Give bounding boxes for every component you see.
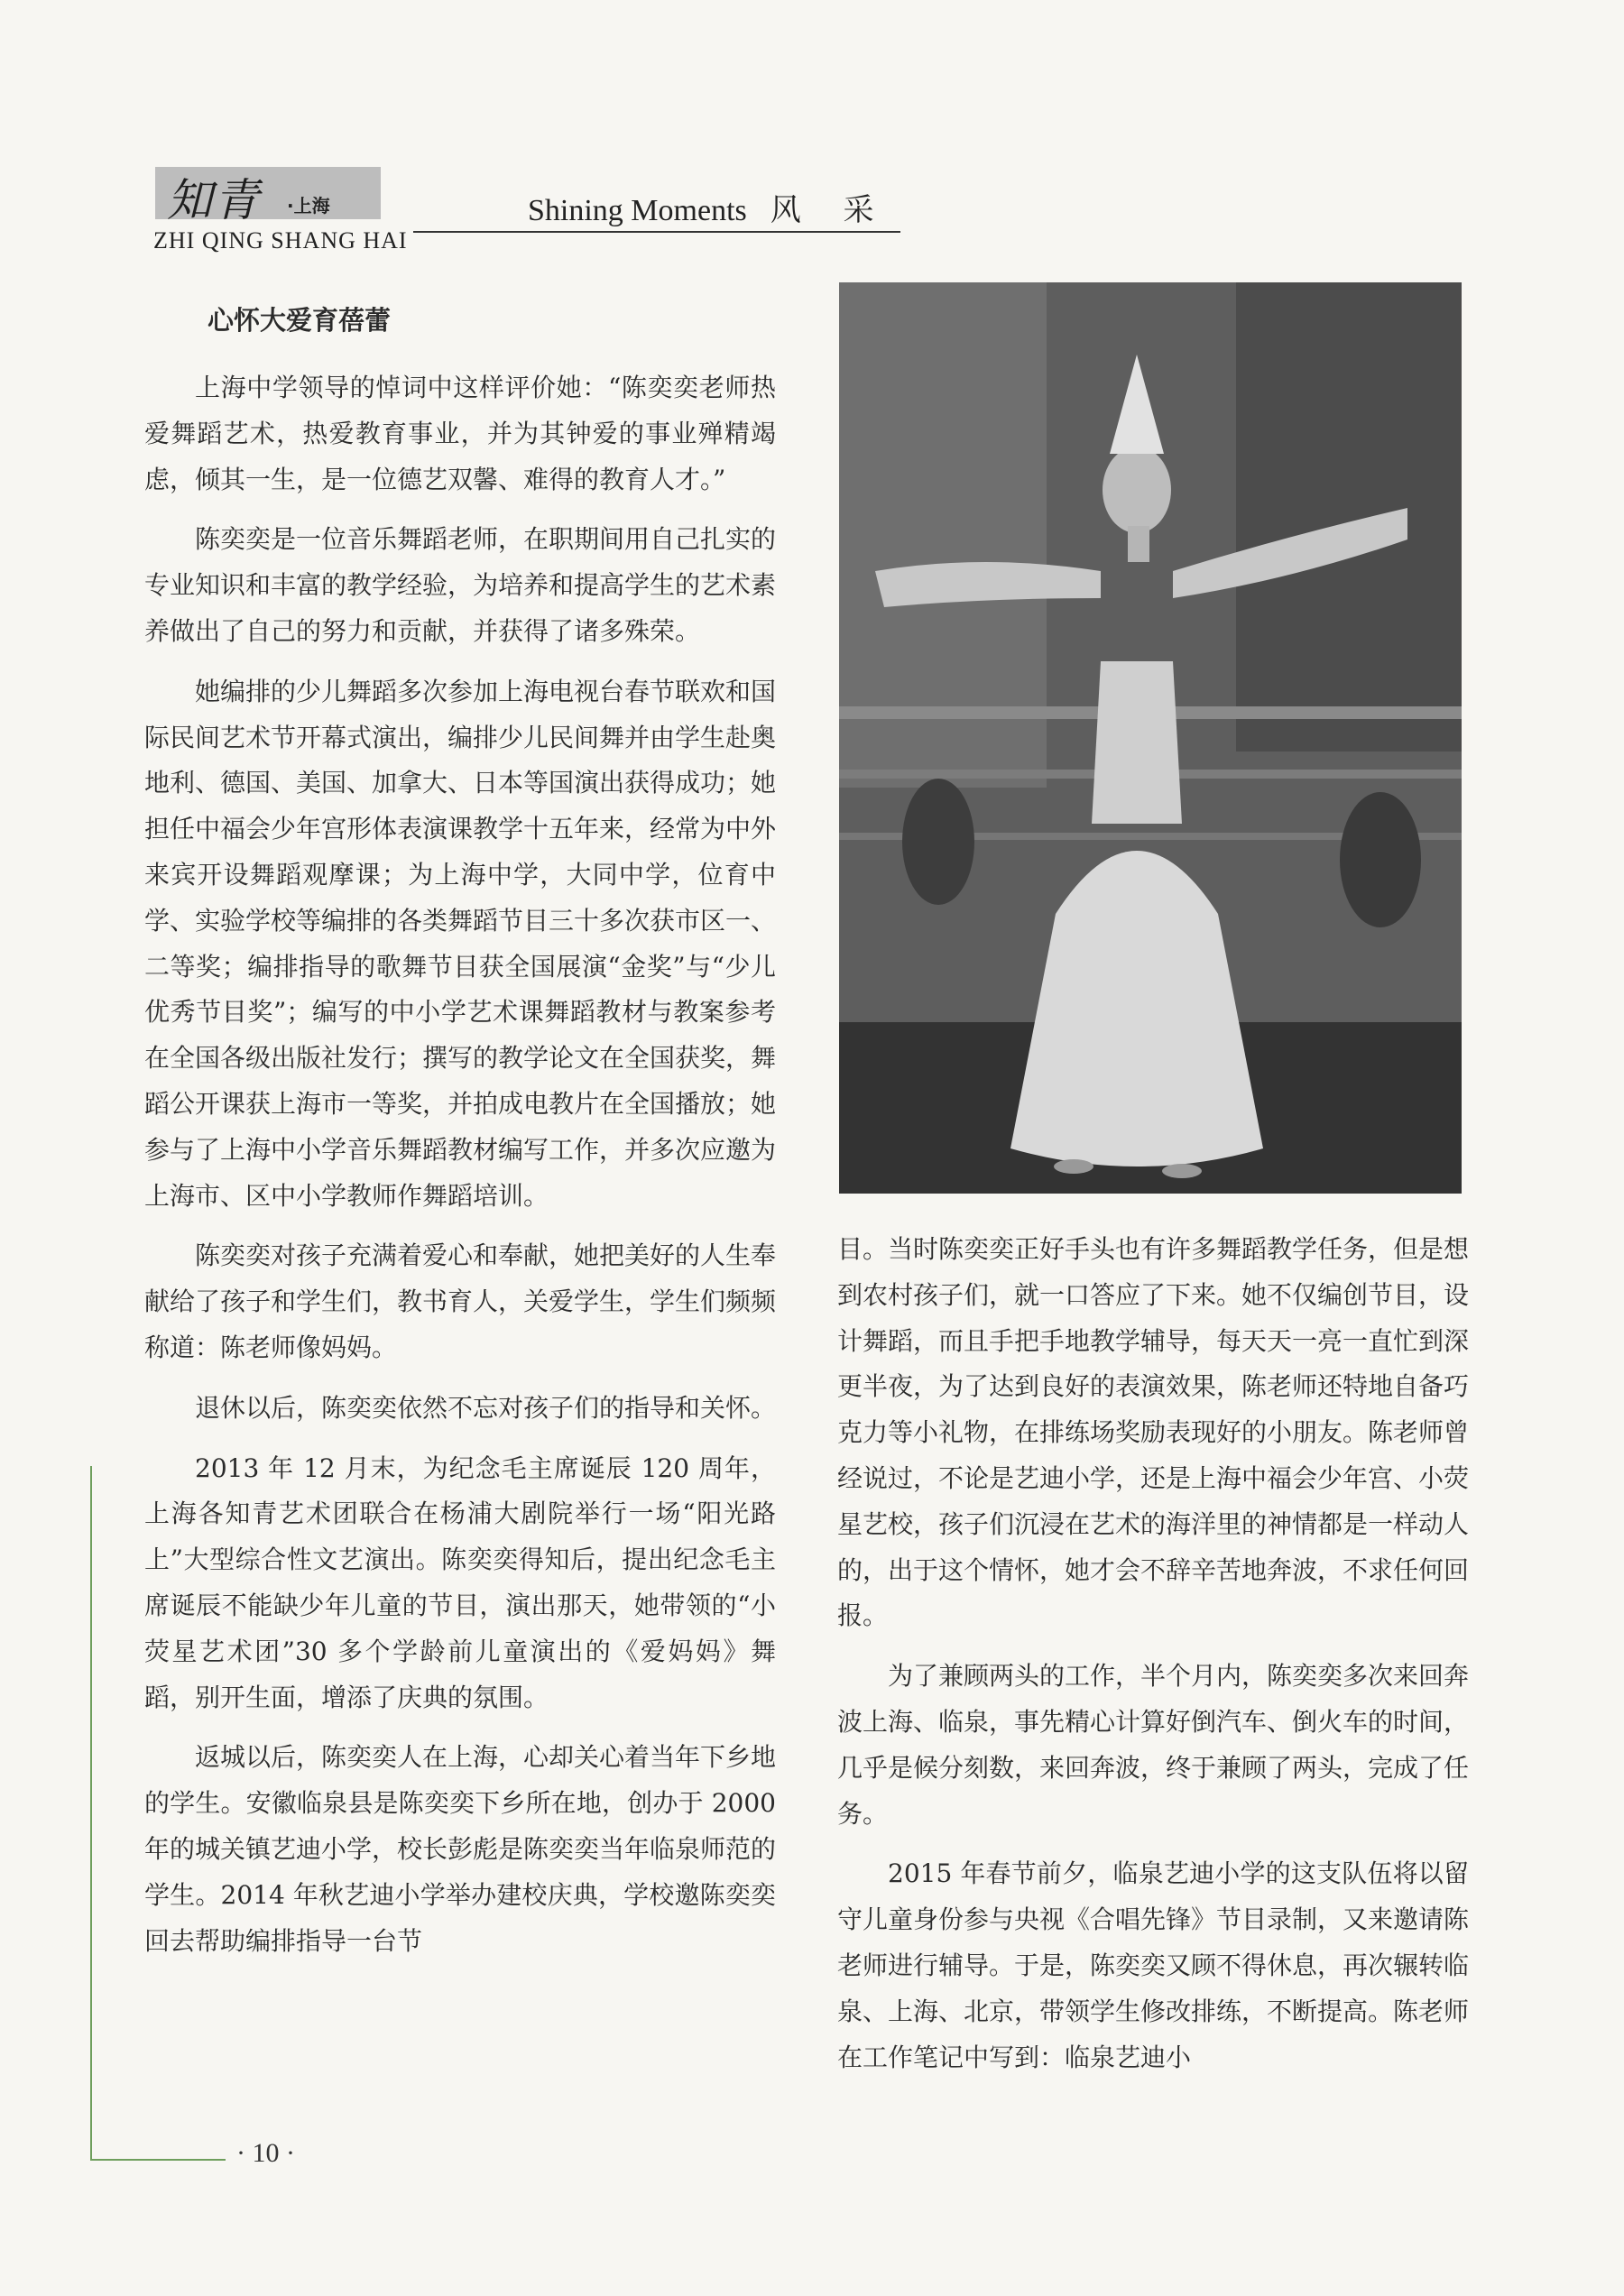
left-column <box>144 293 776 1978</box>
paragraph: 2015 年春节前夕，临泉艺迪小学的这支队伍将以留守儿童身份参与央视《合唱先锋》节目录制，又来邀请陈老师进行辅导。于是，陈奕奕又顾不得休息，再次辗转临泉、上海、北京，带领学生修改排练，不断提高。陈老师在工作笔记中写到：临泉艺迪小 <box>837 1858 1470 2072</box>
margin-rule-vertical <box>90 1466 92 2161</box>
article-subtitle: 心怀大爱育蓓蕾 <box>208 305 392 336</box>
page-number: · 10 · <box>236 2138 295 2168</box>
section-label-en: Shining Moments <box>528 194 747 227</box>
paragraph: 陈奕奕是一位音乐舞蹈老师，在职期间用自己扎实的专业知识和丰富的教学经验，为培养和提高学生的艺术素养做出了自己的努力和贡献，并获得了诸多殊荣。 <box>144 524 777 646</box>
masthead-logo: 知青 <box>167 174 261 226</box>
section-label <box>528 185 890 229</box>
right-column <box>837 1227 1469 2095</box>
section-label-cn: 风 采 <box>770 192 890 228</box>
paragraph: 返城以后，陈奕奕人在上海，心却关心着当年下乡地的学生。安徽临泉县是陈奕奕下乡所在地，创办于 2000 年的城关镇艺迪小学，校长彭彪是陈奕奕当年临泉师范的学生。2014 年秋艺迪小学举办建校庆典，学校邀陈奕奕回去帮助编排指导一台节 <box>144 1742 777 1956</box>
header-rule <box>413 231 900 233</box>
dancer-photo-icon <box>839 282 1462 1194</box>
paragraph: 2013 年 12 月末，为纪念毛主席诞辰 120 周年，上海各知青艺术团联合在杨浦大剧院举行一场“阳光路上”大型综合性文艺演出。陈奕奕得知后，提出纪念毛主席诞辰不能缺少年儿童的节目，演出那天，她带领的“小荧星艺术团”30 多个学龄前儿童演出的《爱妈妈》舞蹈，别开生面，增添了庆典的氛围。 <box>144 1452 776 1712</box>
paragraph: 陈奕奕对孩子充满着爱心和奉献，她把美好的人生奉献给了孩子和学生们，教书育人，关爱学生，学生们频频称道：陈老师像妈妈。 <box>144 1240 777 1362</box>
paragraph: 退休以后，陈奕奕依然不忘对孩子们的指导和关怀。 <box>195 1392 777 1423</box>
masthead-logo-sub: ·上海 <box>287 195 330 217</box>
masthead-english: ZHI QING SHANG HAI <box>153 227 408 254</box>
paragraph-continuation: 目。当时陈奕奕正好手头也有许多舞蹈教学任务，但是想到农村孩子们，就一口答应了下来。她不仅编创节目，设计舞蹈，而且手把手地教学辅导，每天天一亮一直忙到深更半夜，为了达到良好的表演效果，陈老师还特地自备巧克力等小礼物，在排练场奖励表现好的小朋友。陈老师曾经说过，不论是艺迪小学，还是上海中福会少年宫、小荧星艺校，孩子们沉浸在艺术的海洋里的神情都是一样动人的，出于这个情怀，她才会不辞辛苦地奔波，不求任何回报。 <box>837 1234 1470 1631</box>
dancer-photo <box>839 282 1462 1194</box>
paragraph: 为了兼顾两头的工作，半个月内，陈奕奕多次来回奔波上海、临泉，事先精心计算好倒汽车、倒火车的时间，几乎是候分刻数，来回奔波，终于兼顾了两头，完成了任务。 <box>837 1661 1470 1829</box>
margin-rule-horizontal <box>90 2159 226 2161</box>
paragraph: 她编排的少儿舞蹈多次参加上海电视台春节联欢和国际民间艺术节开幕式演出，编排少儿民间舞并由学生赴奥地利、德国、美国、加拿大、日本等国演出获得成功；她担任中福会少年宫形体表演课教学十五年来，经常为中外来宾开设舞蹈观摩课；为上海中学，大同中学，位育中学、实验学校等编排的各类舞蹈节目三十多次获市区一、二等奖；编排指导的歌舞节目获全国展演“金奖”与“少儿优秀节目奖”；编写的中小学艺术课舞蹈教材与教案参考在全国各级出版社发行；撰写的教学论文在全国获奖，舞蹈公开课获上海市一等奖，并拍成电教片在全国播放；她参与了上海中小学音乐舞蹈教材编写工作，并多次应邀为上海市、区中小学教师作舞蹈培训。 <box>144 676 777 1211</box>
paragraph: 上海中学领导的悼词中这样评价她：“陈奕奕老师热爱舞蹈艺术，热爱教育事业，并为其钟爱的事业殚精竭虑，倾其一生，是一位德艺双馨、难得的教育人才。” <box>144 373 776 494</box>
